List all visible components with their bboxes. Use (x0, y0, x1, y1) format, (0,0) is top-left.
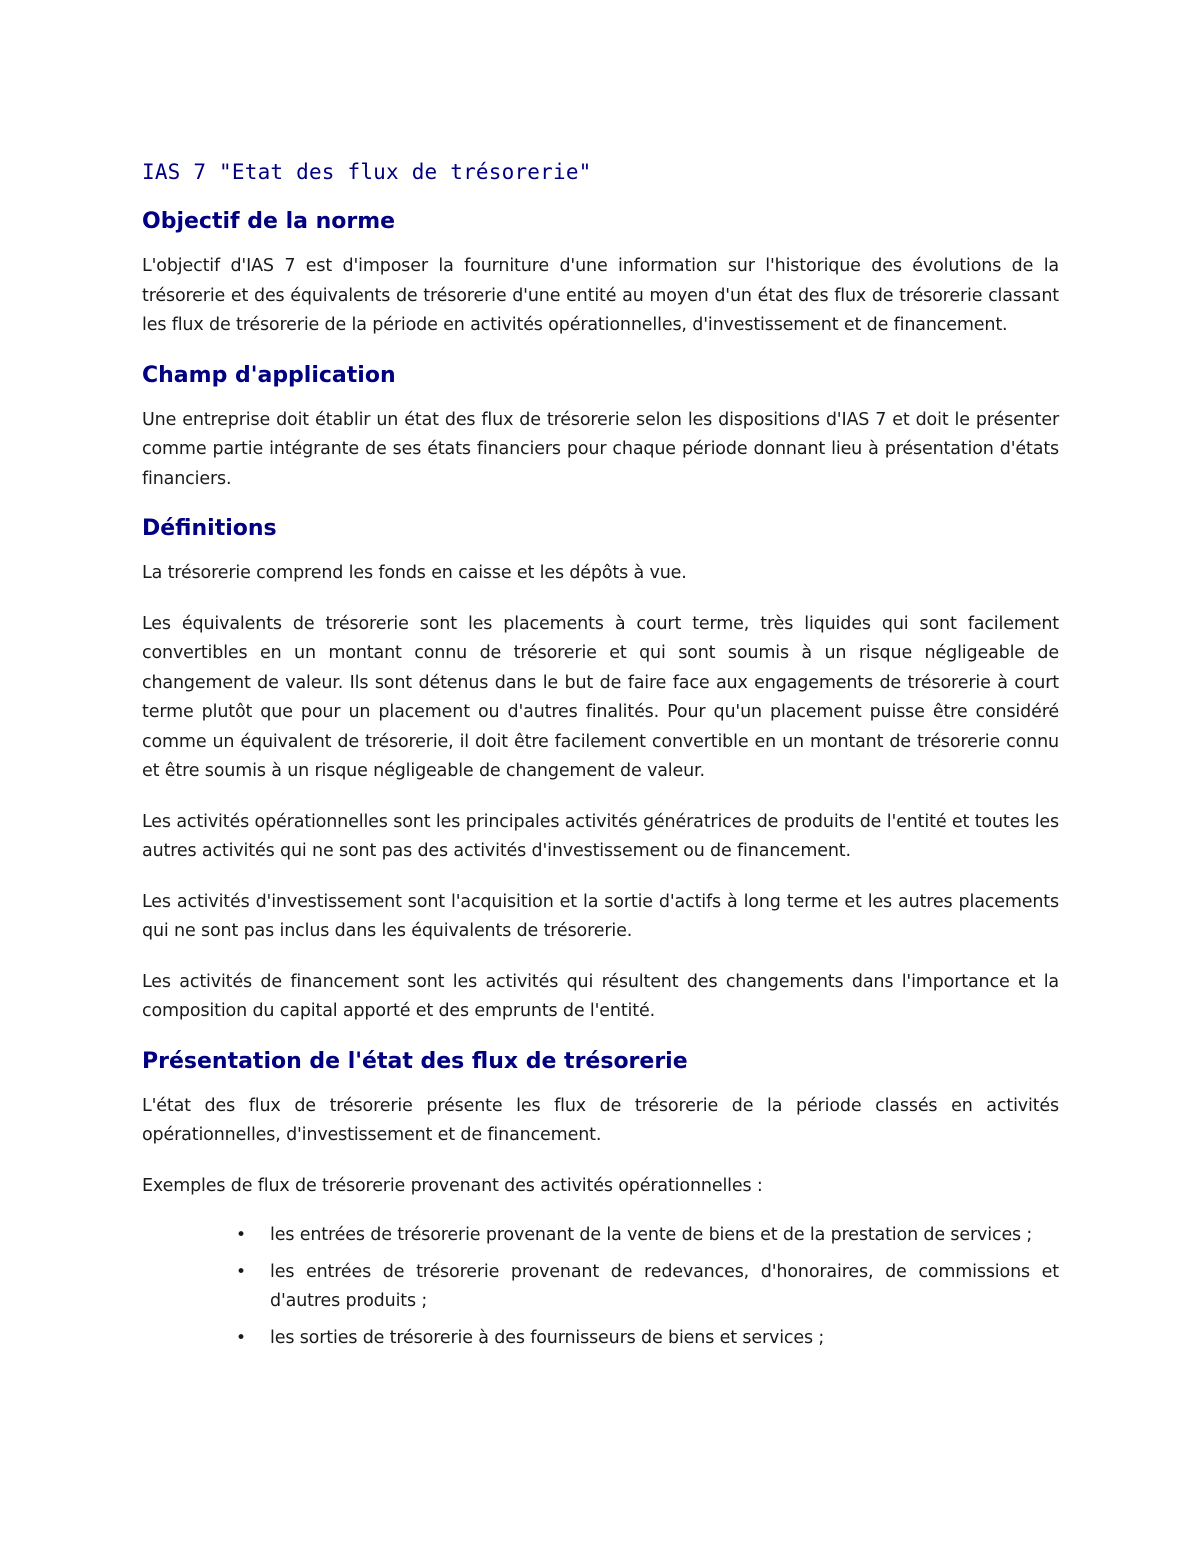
paragraph: Les équivalents de trésorerie sont les placements à court terme, très liquides qui sont facilement convertibles en un montant connu de trésorerie et qui sont soumis à un risque négligeable de changement de valeur. Ils sont détenus dans le but de faire face aux engagements de trésorerie à court terme plutôt que pour un placement ou d'autres finalités. Pour qu'un placement puisse être considéré comme un équivalent de trésorerie, il doit être facilement convertible en un montant de trésorerie connu et être soumis à un risque négligeable de changement de valeur. (142, 613, 1059, 781)
section-presentation (142, 1048, 1059, 1354)
paragraph: L'objectif d'IAS 7 est d'imposer la fourniture d'une information sur l'historique des évolutions de la trésorerie et des équivalents de trésorerie d'une entité au moyen d'un état des flux de trésorerie classant les flux de trésorerie de la période en activités opérationnelles, d'investissement et de financement. (142, 256, 1059, 335)
paragraph: Les activités opérationnelles sont les principales activités génératrices de produits de l'entité et toutes les autres activités qui ne sont pas des activités d'investissement ou de financement. (142, 811, 1059, 861)
document-page (142, 160, 1059, 1360)
bullet-icon: • (236, 1225, 246, 1245)
bullet-icon: • (236, 1327, 246, 1348)
list-item-text: les entrées de trésorerie provenant de la vente de biens et de la prestation de services ; (270, 1225, 1033, 1245)
paragraph: Une entreprise doit établir un état des flux de trésorerie selon les dispositions d'IAS 7 et doit le présenter comme partie intégrante de ses états financiers pour chaque période donnant lieu à présentation d'états financiers. (142, 409, 1059, 489)
paragraph: La trésorerie comprend les fonds en caisse et les dépôts à vue. (142, 563, 687, 583)
section-objectif (142, 208, 1059, 341)
section-heading: Présentation de l'état des flux de trésorerie (142, 1048, 688, 1074)
paragraph: L'état des flux de trésorerie présente les flux de trésorerie de la période classés en activités opérationnelles, d'investissement et de financement. (142, 1095, 1059, 1145)
list-item-text: les entrées de trésorerie provenant de redevances, d'honoraires, de commissions et d'autres produits ; (270, 1261, 1059, 1311)
paragraph: Les activités d'investissement sont l'acquisition et la sortie d'actifs à long terme et les autres placements qui ne sont pas inclus dans les équivalents de trésorerie. (142, 891, 1059, 941)
section-heading: Objectif de la norme (142, 209, 396, 234)
paragraph: Les activités de financement sont les activités qui résultent des changements dans l'importance et la composition du capital apporté et des emprunts de l'entité. (142, 971, 1059, 1021)
list-item (236, 1258, 1059, 1317)
section-heading: Définitions (142, 516, 277, 541)
list-item (236, 1221, 1059, 1251)
section-definitions (142, 515, 1059, 1027)
list-item (236, 1324, 1059, 1354)
bullet-icon: • (236, 1261, 246, 1282)
bullet-list (142, 1221, 1059, 1353)
paragraph: Exemples de flux de trésorerie provenant des activités opérationnelles : (142, 1175, 763, 1196)
document-title: IAS 7 "Etat des flux de trésorerie" (142, 160, 592, 184)
list-item-text: les sorties de trésorerie à des fournisseurs de biens et services ; (270, 1327, 825, 1348)
section-champ-application (142, 362, 1059, 495)
section-heading: Champ d'application (142, 362, 396, 388)
